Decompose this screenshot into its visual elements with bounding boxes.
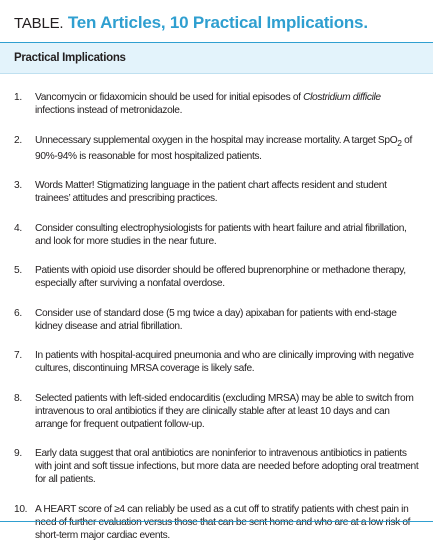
item-number: 9. [14,448,22,460]
list-item [0,307,433,333]
item-number: 5. [14,265,22,277]
item-text: Patients with opioid use disorder should be offered buprenorphine or methadone therapy, especially after surviving a nonfatal overdose. [35,265,406,290]
item-text [35,134,419,163]
table-header-row [0,43,433,73]
list-item [0,222,433,248]
item-number: 6. [14,307,22,319]
list-item [0,503,433,542]
item-text-part: Unnecessary supplemental oxygen in the hospital may increase mortality. A target SpO [35,134,398,146]
item-text-italic: Clostridium difficile [303,92,381,103]
item-number: 7. [14,350,22,362]
item-text: A HEART score of ≥4 can reliably be used as a cut off to stratify patients with chest pain in need of further evaluation versus those that can be sent home and who are at a low risk of short-term major cardiac events. [35,503,411,541]
list-item [0,179,433,205]
item-text: Consider use of standard dose (5 mg twice a day) apixaban for patients with end-stage kidney disease and atrial fibrillation. [35,307,397,332]
list-item [0,264,433,290]
list-item [0,349,433,375]
item-number: 10. [14,503,28,515]
item-text: Words Matter! Stigmatizing language in the patient chart affects resident and student trainees’ attitudes and prescribing practices. [35,180,387,205]
list-item [0,392,433,431]
item-text: Selected patients with left-sided endocarditis (excluding MRSA) may be able to switch from intravenous to oral antibiotics if they are clinically stable after at least 10 days and can arrange for frequent outpatient follow-up. [35,392,414,430]
table-caption: Ten Articles, 10 Practical Implications. [67,13,368,32]
implications-list [0,91,433,558]
list-item [0,91,433,117]
list-item [0,134,433,163]
item-text: Consider consulting electrophysiologists for patients with heart failure and atrial fibrillation, and look for more studies in the near future. [35,222,407,247]
item-number: 3. [14,180,22,192]
item-text [35,91,419,117]
table-label: TABLE. [14,15,64,32]
column-header: Practical Implications [14,52,126,64]
item-number: 2. [14,134,22,146]
item-number: 8. [14,392,22,404]
item-number: 1. [14,92,22,103]
table-bottom-rule [0,521,433,522]
item-text-part: infections instead of metronidazole. [35,105,183,116]
item-text: Early data suggest that oral antibiotics are noninferior to intravenous antibiotics in patients with joint and soft tissue infections, but more data are needed before adopting oral treatment for all patients. [35,448,419,486]
item-text-subscript: 2 [397,137,402,148]
item-text: In patients with hospital-acquired pneumonia and who are clinically improving with negative cultures, discontinuing MRSA coverage is likely safe. [35,350,414,375]
implications-table [0,42,433,541]
item-number: 4. [14,222,22,234]
header-divider [0,73,433,74]
item-text-part: of 90%-94% is reasonable for most hospitalized patients. [35,134,412,162]
item-text-part: Vancomycin or fidaxomicin should be used for initial episodes of [35,92,304,103]
table-title [14,12,424,35]
list-item [0,447,433,486]
